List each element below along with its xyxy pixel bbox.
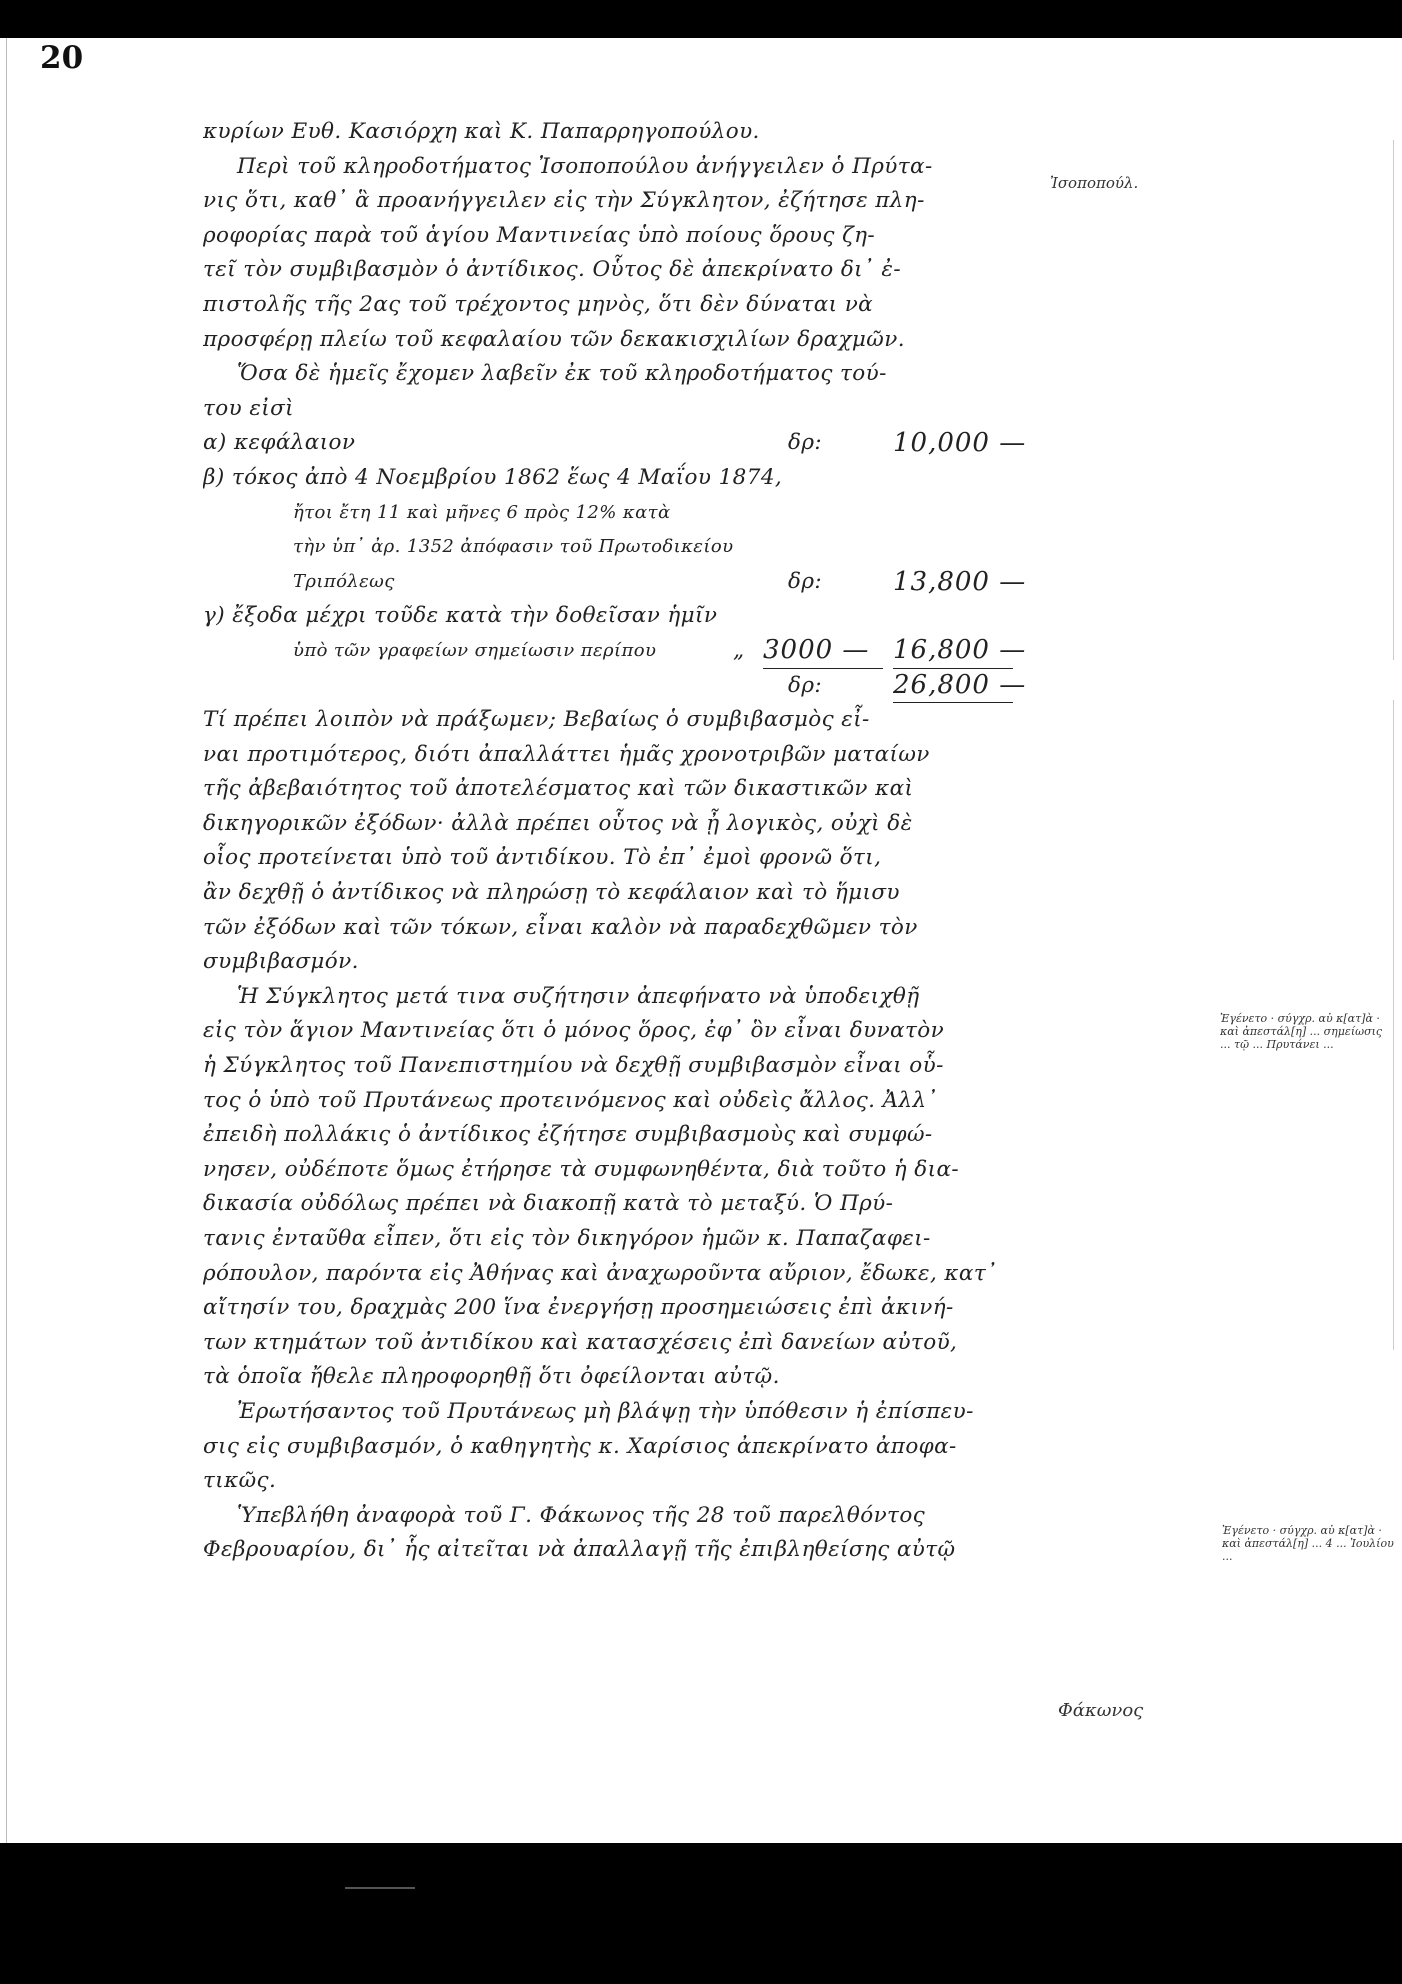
body-line: συμβιβασμόν. (203, 949, 359, 975)
body-line: οἷος προτείνεται ὑπὸ τοῦ ἀντιδίκου. Τὸ ἐπ᾽ ἐμοὶ φρονῶ ὅτι, (203, 845, 882, 871)
margin-note-executed-1: Ἐγένετο · σύγχρ. αὐ κ[ατ]ὰ · καὶ ἀπεστάλ[η] ... σημείωσις ... τῷ ... Πρυτάνει ... (1220, 1012, 1383, 1051)
body-line: νις ὅτι, καθ᾽ ἃ προανήγγειλεν εἰς τὴν Σύγκλητον, ἐζήτησε πλη- (203, 188, 925, 214)
body-line: Φεβρουαρίου, δι᾽ ἧς αἰτεῖται νὰ ἀπαλλαγῇ τῆς ἐπιβληθείσης αὐτῷ (203, 1537, 956, 1563)
ledger-amount: 10,000 — (893, 428, 1027, 459)
ledger-row-c: γ) ἔξοδα μέχρι τοῦδε κατὰ τὴν δοθεῖσαν ἡμῖν (203, 603, 718, 629)
ledger-row-c-amounts (203, 634, 1033, 669)
body-line: ἂν δεχθῇ ὁ ἀντίδικος νὰ πληρώσῃ τὸ κεφάλαιον καὶ τὸ ἥμισυ (203, 880, 900, 906)
body-line: Περὶ τοῦ κληροδοτήματος Ἰσοποπούλου ἀνήγγειλεν ὁ Πρύτα- (237, 153, 933, 179)
page-number: 20 (40, 40, 84, 76)
body-line: ἐπειδὴ πολλάκις ὁ ἀντίδικος ἐζήτησε συμβιβασμοὺς καὶ συμφώ- (203, 1122, 933, 1148)
body-line: τικῶς. (203, 1468, 277, 1494)
body-line: αἴτησίν του, δραχμὰς 200 ἵνα ἐνεργήσῃ προσημειώσεις ἐπὶ ἀκινή- (203, 1295, 954, 1321)
body-line: τεῖ τὸν συμβιβασμὸν ὁ ἀντίδικος. Οὗτος δὲ ἀπεκρίνατο δι᾽ ἐ- (203, 257, 901, 283)
ledger-sub: ἤτοι ἔτη 11 καὶ μῆνες 6 πρὸς 12% κατὰ (293, 501, 671, 523)
ledger-total-row (203, 669, 1033, 704)
margin-note-isopopoulou: Ἰσοποπούλ. (1050, 174, 1139, 192)
body-line: Ἐρωτήσαντος τοῦ Πρυτάνεως μὴ βλάψῃ τὴν ὑπόθεσιν ἡ ἐπίσπευ- (237, 1398, 974, 1424)
right-page-edge (1393, 140, 1394, 660)
body-line: εἰς τὸν ἅγιον Μαντινείας ὅτι ὁ μόνος ὅρος, ἐφ᾽ ὃν εἶναι δυνατὸν (203, 1018, 945, 1044)
left-page-edge (6, 38, 7, 1843)
scan-top-border (0, 0, 1402, 38)
body-line: πιστολῆς τῆς 2ας τοῦ τρέχοντος μηνὸς, ὅτι δὲν δύναται νὰ (203, 291, 874, 317)
body-line: Ὅσα δὲ ἡμεῖς ἔχομεν λαβεῖν ἐκ τοῦ κληροδοτήματος τού- (237, 361, 887, 387)
body-line: κυρίων Ευθ. Κασιόρχη καὶ Κ. Παπαρρηγοπούλου. (203, 119, 760, 144)
body-line: προσφέρῃ πλείω τοῦ κεφαλαίου τῶν δεκακισχιλίων δραχμῶν. (203, 326, 905, 352)
manuscript-body (203, 115, 1033, 1568)
body-line: ἡ Σύγκλητος τοῦ Πανεπιστημίου νὰ δεχθῇ συμβιβασμὸν εἶναι οὗ- (203, 1053, 944, 1079)
margin-note-executed-2: Ἐγένετο · σύγχρ. αὐ κ[ατ]ὰ · καὶ ἀπεστάλ[η] ... 4 ... Ἰουλίου ... (1222, 1524, 1394, 1563)
body-line: ναι προτιμότερος, διότι ἀπαλλάττει ἡμᾶς χρονοτριβῶν ματαίων (203, 741, 930, 767)
ledger-amount: 13,800 — (893, 566, 1027, 597)
body-line: τῆς ἀβεβαιότητος τοῦ ἀποτελέσματος καὶ τῶν δικαστικῶν καὶ (203, 776, 914, 802)
body-line: τὰ ὁποῖα ἤθελε πληροφορηθῇ ὅτι ὀφείλονται αὐτῷ. (203, 1364, 780, 1390)
body-line: Ἡ Σύγκλητος μετά τινα συζήτησιν ἀπεφήνατο νὰ ὑποδειχθῇ (237, 983, 920, 1009)
ledger-row-a (203, 426, 1033, 461)
body-line: Ὑπεβλήθη ἀναφορὰ τοῦ Γ. Φάκωνος τῆς 28 τοῦ παρελθόντος (237, 1502, 926, 1528)
body-line: τος ὁ ὑπὸ τοῦ Πρυτάνεως προτεινόμενος καὶ οὐδεὶς ἄλλος. Ἀλλ᾽ (203, 1087, 938, 1113)
body-line: ρόπουλον, παρόντα εἰς Ἀθήνας καὶ ἀναχωροῦντα αὔριον, ἔδωκε, κατ᾽ (203, 1260, 998, 1286)
ledger-label: α) κεφάλαιον (203, 430, 356, 456)
scan-bottom-border (0, 1843, 1402, 1984)
body-line: νησεν, οὐδέποτε ὅμως ἐτήρησε τὰ συμφωνηθέντα, διὰ τοῦτο ἡ δια- (203, 1156, 960, 1182)
ledger-currency: δρ: (788, 430, 823, 456)
ledger-currency: δρ: (788, 672, 823, 698)
body-line: τῶν ἐξόδων καὶ τῶν τόκων, εἶναι καλὸν νὰ παραδεχθῶμεν τὸν (203, 914, 918, 940)
scan-artifact-dash (345, 1887, 415, 1889)
ledger-row-b: β) τόκος ἀπὸ 4 Νοεμβρίου 1862 ἕως 4 Μαΐου 1874, (203, 464, 783, 490)
ledger-total: 26,800 — (893, 668, 1013, 704)
ledger-sub: Τριπόλεως (293, 570, 395, 592)
ledger-row-b-total (203, 565, 1033, 600)
body-line: τανις ἐνταῦθα εἶπεν, ὅτι εἰς τὸν δικηγόρον ἡμῶν κ. Παπαζαφει- (203, 1226, 931, 1251)
body-line: των κτημάτων τοῦ ἀντιδίκου καὶ κατασχέσεις ἐπὶ δανείων αὐτοῦ, (203, 1329, 958, 1355)
body-line: σις εἰς συμβιβασμόν, ὁ καθηγητὴς κ. Χαρίσιος ἀπεκρίνατο ἀποφα- (203, 1433, 957, 1459)
body-line: Τί πρέπει λοιπὸν νὰ πράξωμεν; Βεβαίως ὁ συμβιβασμὸς εἶ- (203, 707, 870, 733)
body-line: ροφορίας παρὰ τοῦ ἁγίου Μαντινείας ὑπὸ ποίους ὅρους ζη- (203, 222, 876, 248)
body-line: δικηγορικῶν ἐξόδων· ἀλλὰ πρέπει οὗτος νὰ ᾖ λογικὸς, οὐχὶ δὲ (203, 810, 913, 836)
body-line: δικασία οὐδόλως πρέπει νὰ διακοπῇ κατὰ τὸ μεταξύ. Ὁ Πρύ- (203, 1191, 894, 1217)
body-line: του εἰσὶ (203, 395, 295, 421)
margin-note-fakonos: Φάκωνος (1058, 1700, 1144, 1721)
ledger-subtotal: 16,800 — (893, 633, 1013, 669)
ledger-sub: τὴν ὑπ᾽ ἀρ. 1352 ἀπόφασιν τοῦ Πρωτοδικείου (293, 536, 734, 558)
ledger-amount: 3000 — (763, 633, 883, 669)
ledger-currency: δρ: (788, 568, 823, 594)
ledger-sub: ὑπὸ τῶν γραφείων σημείωσιν περίπου (293, 639, 657, 661)
ledger-ditto-mark: „ (733, 637, 745, 663)
